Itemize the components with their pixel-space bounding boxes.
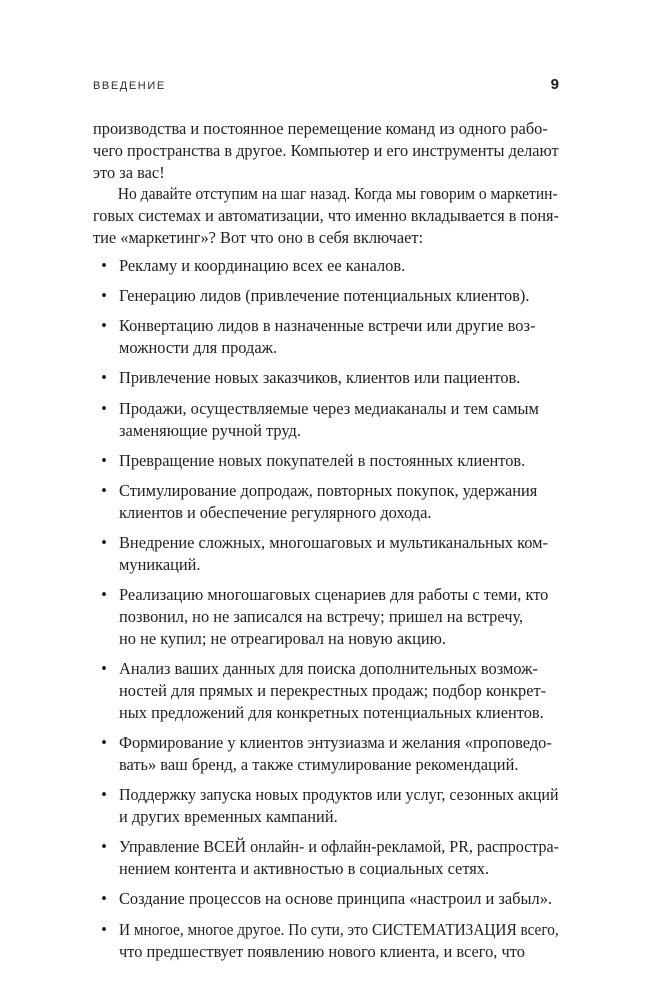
text-line: нением контента и активностью в социальных сетях. — [119, 859, 490, 879]
text-line: Стимулирование допродаж, повторных покупок, удержания — [119, 481, 538, 501]
text-line: Реализацию многошаговых сценариев для работы с теми, кто — [119, 585, 549, 605]
text-line: Превращение новых покупателей в постоянных клиентов. — [119, 450, 526, 470]
list-item — [93, 532, 559, 576]
text-line: тие «маркетинг»? Вот что оно в себя включает: — [93, 227, 424, 247]
text-line: муникаций. — [119, 555, 201, 575]
text-line: Анализ ваших данных для поиска дополнительных возмож- — [119, 659, 538, 679]
bullet-icon: • — [101, 889, 107, 909]
list-item — [93, 658, 559, 723]
text-line: Управление ВСЕЙ онлайн- и офлайн-рекламой, PR, распростра- — [119, 837, 559, 857]
text-line: заменяющие ручной труд. — [119, 420, 301, 440]
text-line: Формирование у клиентов энтузиазма и желания «проповедо- — [119, 733, 552, 753]
text-line: и других временных кампаний. — [119, 807, 338, 827]
text-line: Рекламу и координацию всех ее каналов. — [119, 255, 406, 275]
bullet-icon: • — [101, 255, 107, 275]
text-line: позвонил, но не записался на встречу; пришел на встречу, — [119, 607, 524, 627]
body-text — [93, 118, 559, 962]
text-line: Создание процессов на основе принципа «настроил и забыл». — [119, 889, 552, 909]
list-item — [93, 584, 559, 649]
text-line: но не купил; не отреагировал на новую акцию. — [119, 628, 446, 648]
text-line: Поддержку запуска новых продуктов или услуг, сезонных акций — [119, 785, 559, 805]
running-head — [93, 76, 559, 96]
text-line: Внедрение сложных, многошаговых и мультиканальных ком- — [119, 533, 548, 553]
list-item — [93, 836, 559, 880]
bullet-icon: • — [101, 450, 107, 470]
list-item — [93, 255, 559, 277]
text-line: клиентов и обеспечение регулярного дохода. — [119, 502, 432, 522]
list-item — [93, 888, 559, 910]
list-item — [93, 919, 559, 963]
bullet-icon: • — [101, 919, 107, 939]
section-title: ВВЕДЕНИЕ — [93, 80, 166, 92]
text-line: ных предложений для конкретных потенциальных клиентов. — [119, 702, 544, 722]
bullet-icon: • — [101, 533, 107, 553]
text-line: Конвертацию лидов в назначенные встречи или другие воз- — [119, 316, 536, 336]
bullet-icon: • — [101, 316, 107, 336]
list-item — [93, 285, 559, 307]
list-item — [93, 450, 559, 472]
bullet-icon: • — [101, 481, 107, 501]
text-line: Но давайте отступим на шаг назад. Когда мы говорим о маркетин- — [117, 184, 558, 204]
bullet-icon: • — [101, 785, 107, 805]
text-line: что предшествует появлению нового клиента, и всего, что — [119, 941, 525, 961]
bullet-icon: • — [101, 733, 107, 753]
list-item — [93, 732, 559, 776]
bullet-icon: • — [101, 585, 107, 605]
text-line: вать» ваш бренд, а также стимулирование рекомендаций. — [119, 754, 519, 774]
text-line: чего пространства в другое. Компьютер и его инструменты делают — [93, 140, 559, 160]
text-line: это за вас! — [93, 162, 165, 182]
page-number: 9 — [550, 76, 559, 93]
text-line: И многое, многое другое. По сути, это СИСТЕМАТИЗАЦИЯ всего, — [119, 919, 559, 939]
text-line: говых системах и автоматизации, что именно вкладывается в поня- — [93, 206, 559, 226]
bullet-icon: • — [101, 659, 107, 679]
list-item — [93, 367, 559, 389]
paragraph-intro — [93, 183, 559, 248]
paragraph-continuation — [93, 118, 559, 183]
text-line: ностей для прямых и перекрестных продаж; подбор конкрет- — [119, 681, 547, 701]
marketing-components-list — [93, 255, 559, 963]
list-item — [93, 398, 559, 442]
text-line: можности для продаж. — [119, 338, 278, 358]
bullet-icon: • — [101, 837, 107, 857]
text-line: Продажи, осуществляемые через медиаканалы и тем самым — [119, 398, 539, 418]
list-item — [93, 480, 559, 524]
text-line: производства и постоянное перемещение команд из одного рабо- — [93, 119, 548, 138]
text-line: Привлечение новых заказчиков, клиентов или пациентов. — [119, 368, 521, 388]
bullet-icon: • — [101, 368, 107, 388]
text-line: Генерацию лидов (привлечение потенциальных клиентов). — [119, 286, 530, 306]
list-item — [93, 315, 559, 359]
bullet-icon: • — [101, 286, 107, 306]
bullet-icon: • — [101, 398, 107, 418]
list-item — [93, 784, 559, 828]
